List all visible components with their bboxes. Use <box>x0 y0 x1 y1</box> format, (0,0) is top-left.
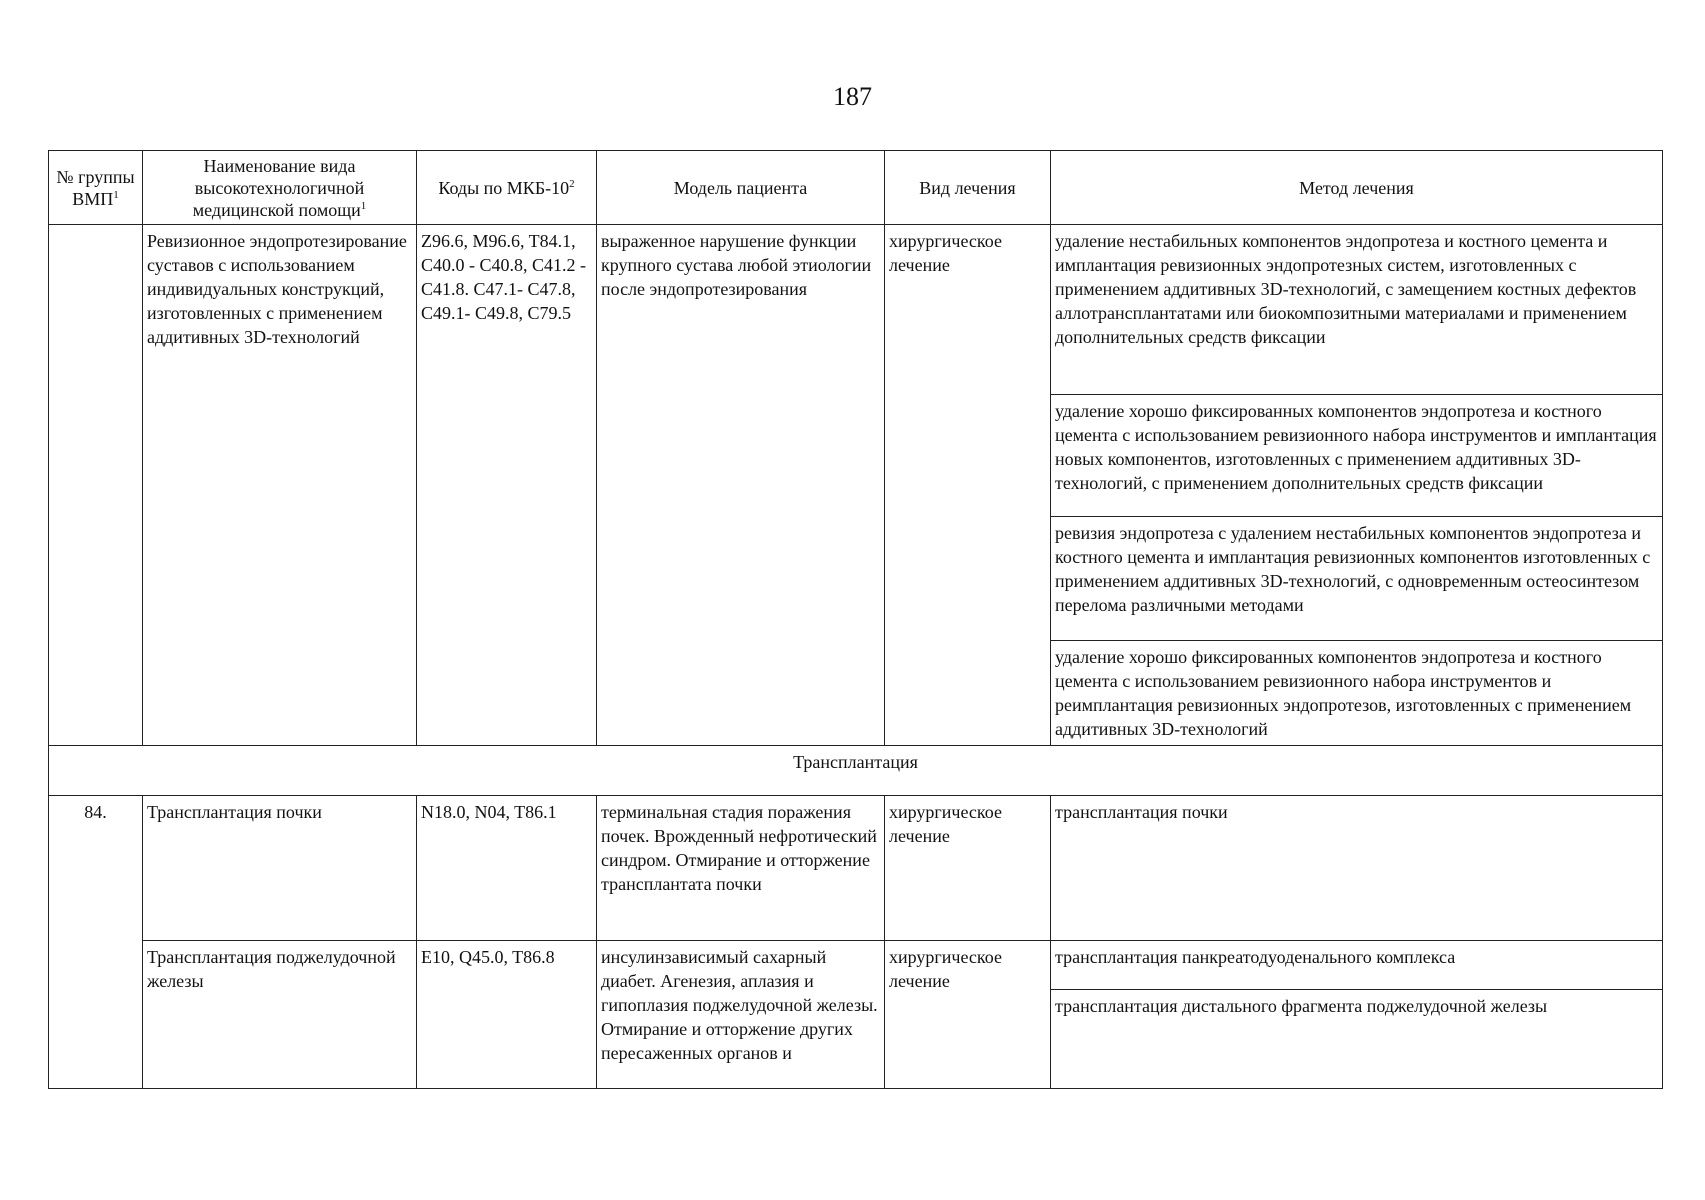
cell-treatment-method: трансплантация дистального фрагмента поджелудочной железы <box>1051 990 1663 1089</box>
table-row <box>49 796 1663 941</box>
cell-patient-model: терминальная стадия поражения почек. Врожденный нефротический синдром. Отмирание и отторжение трансплантата почки <box>597 796 885 941</box>
cell-treatment-type: хирургическое лечение <box>885 225 1051 746</box>
cell-vmp-name: Трансплантация почки <box>143 796 417 941</box>
table-header-row <box>49 151 1663 225</box>
cell-treatment-method: трансплантация панкреатодуоденального комплекса <box>1051 941 1663 990</box>
cell-group-number: 84. <box>49 796 143 1089</box>
vmp-table <box>48 150 1663 1089</box>
cell-icd-codes: Z96.6, M96.6, T84.1, C40.0 - C40.8, C41.2 - C41.8. C47.1- C47.8, C49.1- C49.8, C79.5 <box>417 225 597 746</box>
header-vmp-name: Наименование вида высокотехнологичной медицинской помощи$^1$ <box>143 151 417 225</box>
header-treatment-type: Вид лечения <box>885 151 1051 225</box>
cell-vmp-name: Ревизионное эндопротезирование суставов с использованием индивидуальных конструкций, изготовленных с применением аддитивных 3D-технологий <box>143 225 417 746</box>
cell-patient-model: выраженное нарушение функции крупного сустава любой этиологии после эндопротезирования <box>597 225 885 746</box>
cell-treatment-type: хирургическое лечение <box>885 796 1051 941</box>
section-row <box>49 746 1663 796</box>
cell-icd-codes: E10, Q45.0, T86.8 <box>417 941 597 1089</box>
table-row <box>49 941 1663 990</box>
cell-treatment-method: удаление нестабильных компонентов эндопротеза и костного цемента и имплантация ревизионных эндопротезных систем, изготовленных с применением аддитивных 3D-технологий, с замещением костных дефектов аллотрансплантатами или биокомпозитными материалами и применением дополнительных средств фиксации <box>1051 225 1663 395</box>
page-number: 187 <box>833 82 872 111</box>
header-icd-codes: Коды по МКБ-$10^2$ <box>417 151 597 225</box>
cell-group-number <box>49 225 143 746</box>
section-title: Трансплантация <box>49 746 1663 796</box>
cell-treatment-method: удаление хорошо фиксированных компонентов эндопротеза и костного цемента с использованием ревизионного набора инструментов и имплантация новых компонентов, изготовленных с применением аддитивных 3D-технологий, с применением дополнительных средств фиксации <box>1051 395 1663 517</box>
cell-treatment-method: ревизия эндопротеза с удалением нестабильных компонентов эндопротеза и костного цемента и имплантация ревизионных компонентов изготовленных с применением аддитивных 3D-технологий, с одновременным остеосинтезом перелома различными методами <box>1051 517 1663 641</box>
cell-patient-model: инсулинзависимый сахарный диабет. Агенезия, аплазия и гипоплазия поджелудочной железы. Отмирание и отторжение других пересаженных органов и <box>597 941 885 1089</box>
cell-icd-codes: N18.0, N04, T86.1 <box>417 796 597 941</box>
header-treatment-method: Метод лечения <box>1051 151 1663 225</box>
cell-treatment-method: трансплантация почки <box>1051 796 1663 941</box>
cell-treatment-type: хирургическое лечение <box>885 941 1051 1089</box>
header-group-number: № группы ВМП$^1$ <box>49 151 143 225</box>
header-patient-model: Модель пациента <box>597 151 885 225</box>
table-row <box>49 225 1663 395</box>
cell-vmp-name: Трансплантация поджелудочной железы <box>143 941 417 1089</box>
cell-treatment-method: удаление хорошо фиксированных компонентов эндопротеза и костного цемента с использованием ревизионного набора инструментов и реимплантация ревизионных эндопротезов, изготовленных с применением аддитивных 3D-технологий <box>1051 641 1663 746</box>
